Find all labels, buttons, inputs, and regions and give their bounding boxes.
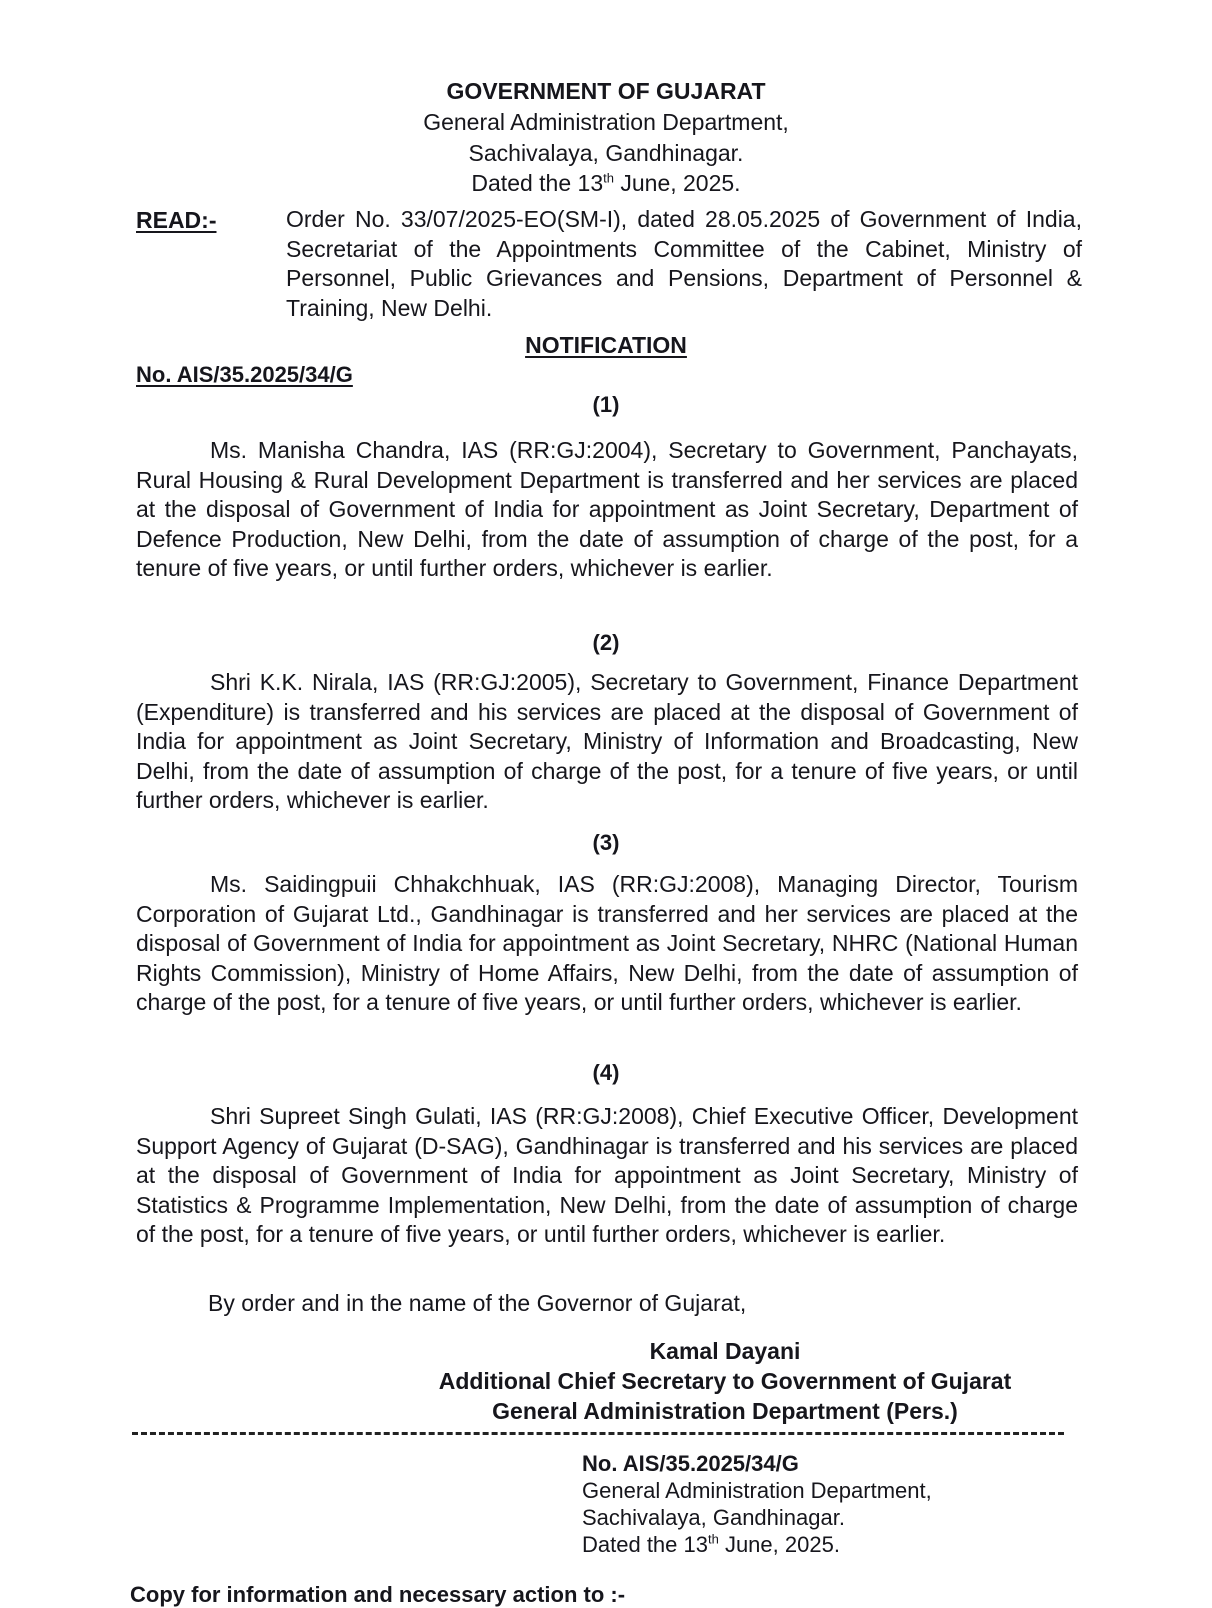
order-index-1: (1): [592, 392, 620, 417]
separator-line: [132, 1432, 1064, 1435]
date-suffix: June, 2025.: [613, 170, 741, 196]
signatory-designation: Additional Chief Secretary to Government of Gujarat: [438, 1368, 1012, 1394]
copy-date-prefix: Dated the 13: [582, 1532, 708, 1557]
copy-department: General Administration Department,: [582, 1478, 932, 1503]
order-text-3: Ms. Saidingpuii Chhakchhuak, IAS (RR:GJ:2008), Managing Director, Tourism Corporation of Gujarat Ltd., Gandhinagar is transferred and her services are placed at the disposal of Government of India for appointment as Joint Secretary, NHRC (National Human Rights Commission), Ministry of Home Affairs, New Delhi, from the date of assumption of charge of the post, for a tenure of five years, or until further orders, whichever is earlier.: [136, 871, 1078, 1015]
order-text-2: Shri K.K. Nirala, IAS (RR:GJ:2005), Secretary to Government, Finance Department (Expenditure) is transferred and his services are placed at the disposal of Government of India for appointment as Joint Secretary, Ministry of Information and Broadcasting, New Delhi, from the date of assumption of charge of the post, for a tenure of five years, or until further orders, whichever is earlier.: [136, 669, 1078, 813]
copy-date-sup: th: [707, 1531, 719, 1547]
order-text-4: Shri Supreet Singh Gulati, IAS (RR:GJ:2008), Chief Executive Officer, Development Support Agency of Gujarat (D-SAG), Gandhinagar is transferred and his services are placed at the disposal of Government of India for appointment as Joint Secretary, Ministry of Statistics & Programme Implementation, New Delhi, from the date of assumption of charge of the post, for a tenure of five years, or until further orders, whichever is earlier.: [136, 1103, 1078, 1247]
date-line: [0, 168, 1212, 198]
order-index-3: (3): [592, 830, 620, 855]
closing-line: By order and in the name of the Governor of Gujarat,: [208, 1290, 747, 1316]
copy-number: No. AIS/35.2025/34/G: [582, 1451, 799, 1476]
date-prefix: Dated the 13: [471, 170, 604, 196]
signatory-name: Kamal Dayani: [649, 1338, 801, 1364]
read-reference-text: Order No. 33/07/2025-EO(SM-I), dated 28.05.2025 of Government of India, Secretariat of the Appointments Committee of the Cabinet, Ministry of Personnel, Public Grievances and Pensions, Department of Personnel & Training, New Delhi.: [286, 206, 1082, 321]
department-line: General Administration Department,: [423, 109, 789, 135]
copy-date: [582, 1531, 932, 1558]
order-index-4: (4): [592, 1060, 620, 1085]
order-text-1: Ms. Manisha Chandra, IAS (RR:GJ:2004), Secretary to Government, Panchayats, Rural Housing & Rural Development Department is transferred and her services are placed at the disposal of Government of India for appointment as Joint Secretary, Department of Defence Production, New Delhi, from the date of assumption of charge of the post, for a tenure of five years, or until further orders, whichever is earlier.: [136, 437, 1078, 581]
date-sup: th: [603, 170, 614, 186]
read-label: READ:-: [136, 207, 217, 233]
location-line: Sachivalaya, Gandhinagar.: [468, 140, 744, 166]
notification-title: NOTIFICATION: [525, 332, 687, 358]
government-title: GOVERNMENT OF GUJARAT: [446, 78, 766, 104]
notification-number: No. AIS/35.2025/34/G: [136, 362, 353, 387]
copy-location: Sachivalaya, Gandhinagar.: [582, 1505, 845, 1530]
copy-to-line: Copy for information and necessary action to :-: [130, 1582, 626, 1607]
copy-date-suffix: June, 2025.: [718, 1532, 840, 1557]
signatory-department: General Administration Department (Pers.): [492, 1398, 958, 1424]
order-index-2: (2): [592, 630, 620, 655]
copy-header-block: [582, 1450, 932, 1558]
